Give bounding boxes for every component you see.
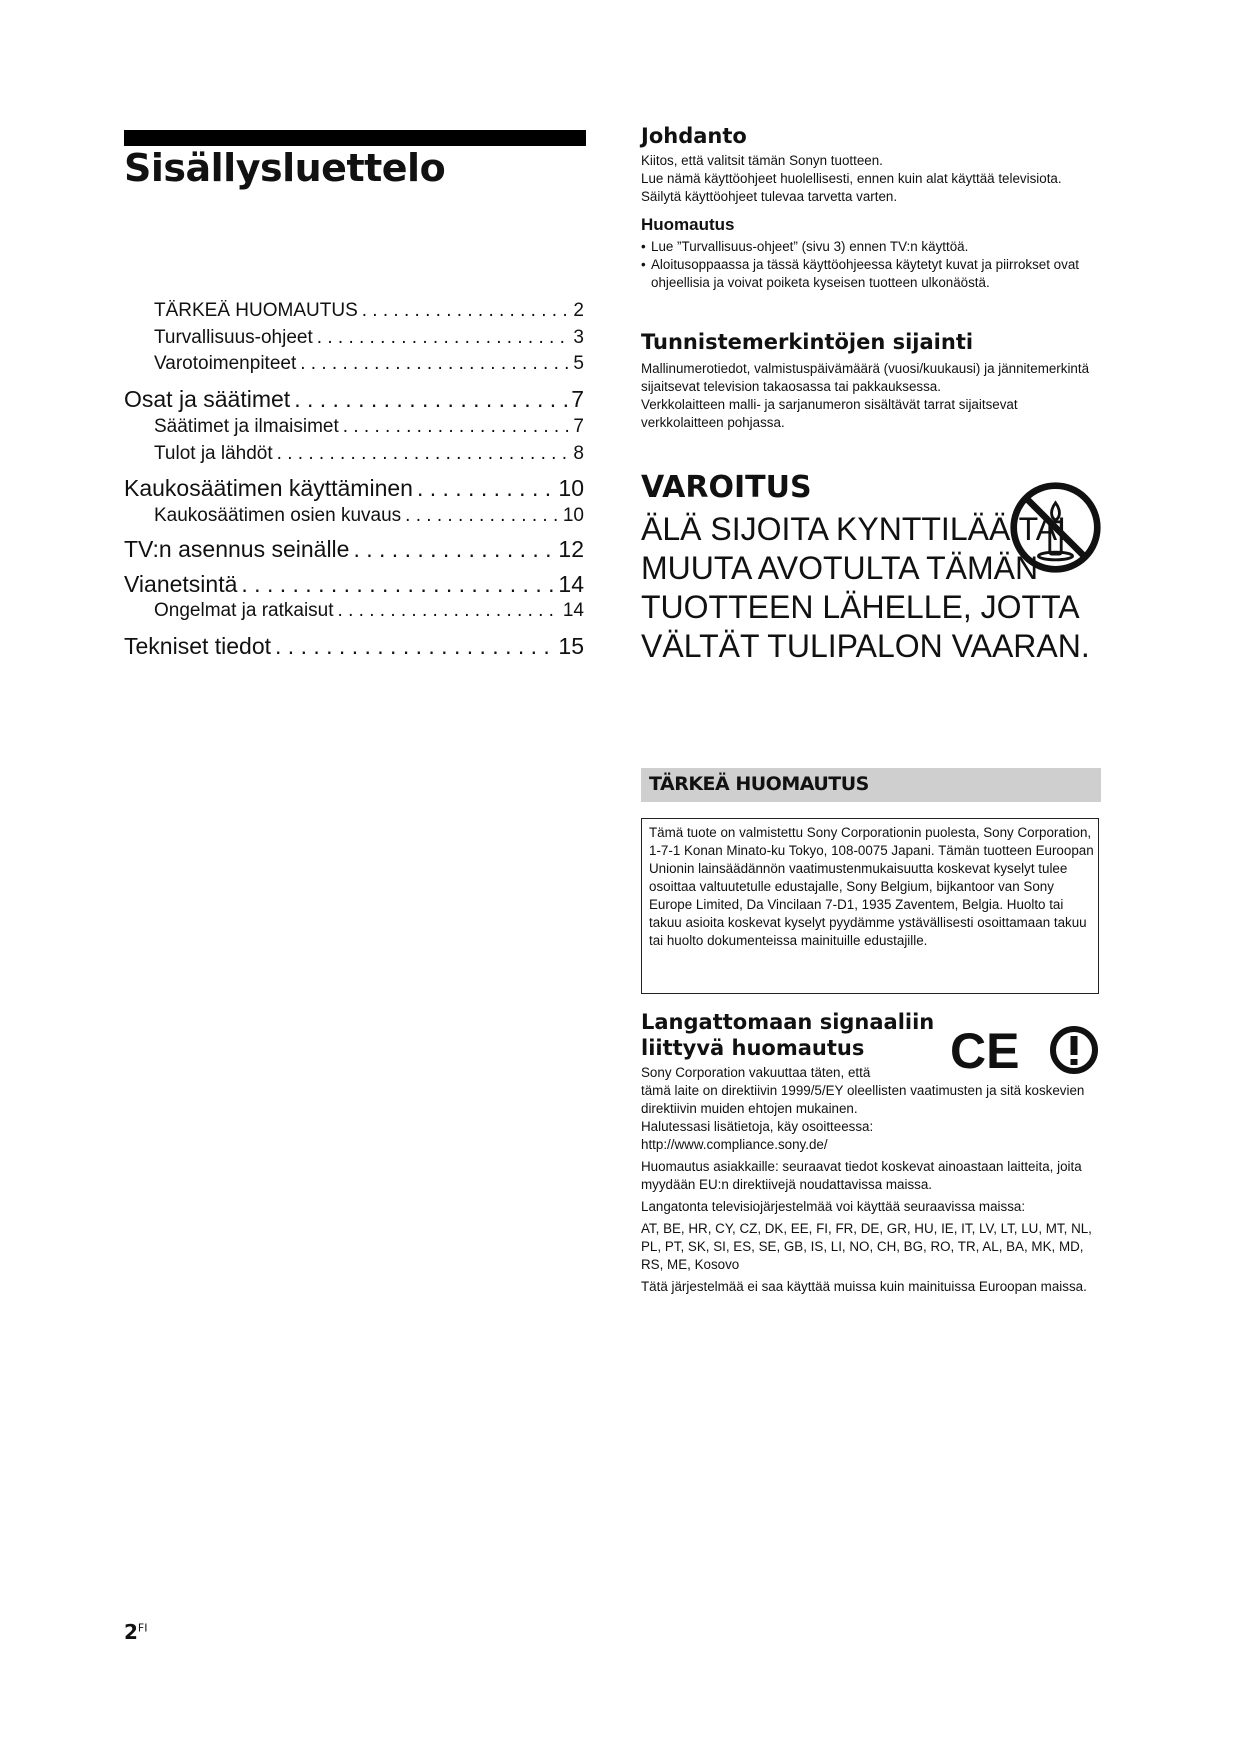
ce-mark-text: CE — [950, 1023, 1020, 1078]
intro-line1: Kiitos, että valitsit tämän Sonyn tuotteen. — [641, 153, 883, 168]
toc-label: Osat ja säätimet — [124, 386, 291, 412]
notice-heading: TÄRKEÄ HUOMAUTUS — [649, 773, 869, 795]
ce-mark-icon — [950, 1022, 1102, 1078]
notice-text: Tämä tuote on valmistettu Sony Corporationin puolesta, Sony Corporation, 1-7-1 Konan Minato-ku Tokyo, 108-0075 Japani. Tämän tuotteen Euroopan Unionin lainsäädännön vaatimustenmukaisuutta koskevat kyselyt tulee osoittaa valtuutetulle edustajalle, Sony Belgium, bijkantoor van Sony Europe Limited, Da Vincilaan 7-D1, 1935 Zaventem, Belgia. Huolto tai takuu asioita koskevat kyselyt pyydämme ystävällisesti osoittamaan takuu tai huolto dokumenteissa mainituille edustajille. — [649, 825, 1094, 948]
toc-page: 2 — [573, 300, 584, 321]
intro-heading: Johdanto — [641, 124, 747, 148]
page-number — [124, 1620, 148, 1644]
toc-label: Kaukosäätimen osien kuvaus — [154, 505, 402, 526]
toc-entry[interactable] — [124, 505, 584, 527]
toc-entry[interactable] — [124, 386, 584, 413]
no-open-flame-icon — [1008, 480, 1103, 575]
toc-page: 12 — [558, 536, 584, 562]
title-rule — [124, 130, 586, 146]
toc-page: 14 — [558, 571, 584, 597]
warning-text: ÄLÄ SIJOITA KYNTTILÄÄ TAI MUUTA AVOTULTA TÄMÄN TUOTTEEN LÄHELLE, JOTTA VÄLTÄT TULIPALON VAARAN. — [641, 511, 1090, 664]
toc-page: 5 — [573, 353, 584, 374]
toc-label: Ongelmat ja ratkaisut — [154, 600, 334, 621]
toc-page: 10 — [558, 475, 584, 501]
toc-label: Tekniset tiedot — [124, 633, 272, 659]
wireless-heading-line2: liittyvä huomautus — [641, 1036, 865, 1060]
toc-label: TV:n asennus seinälle — [124, 536, 350, 562]
toc-entry[interactable] — [124, 300, 584, 322]
page-title: Sisällysluettelo — [124, 146, 446, 190]
wireless-heading-line1: Langattomaan signaaliin — [641, 1010, 935, 1034]
wireless-para2: Huomautus asiakkaille: seuraavat tiedot koskevat ainoastaan laitteita, joita myydään EU:n direktiivejä noudattavissa maissa. — [641, 1159, 1082, 1192]
toc-page: 10 — [562, 505, 584, 526]
toc-page: 8 — [573, 443, 584, 464]
country-list: AT, BE, HR, CY, CZ, DK, EE, FI, FR, DE, GR, HU, IE, IT, LV, LT, LU, MT, NL, PL, PT, SK, SI, ES, SE, GB, IS, LI, NO, CH, BG, RO, TR, AL, BA, MK, MD, RS, ME, Kosovo — [641, 1221, 1092, 1272]
page-number-value: 2 — [124, 1620, 138, 1644]
wireless-para1-rest: tämä laite on direktiivin 1999/5/EY oleellisten vaatimusten ja sitä koskevien direktiivin muiden ehtojen mukainen. — [641, 1083, 1085, 1116]
wireless-para1-more: Halutessasi lisätietoja, käy osoitteessa: — [641, 1119, 874, 1134]
toc-entry[interactable] — [124, 416, 584, 438]
labels-heading: Tunnistemerkintöjen sijainti — [641, 330, 974, 354]
toc-page: 14 — [562, 600, 584, 621]
toc-entry[interactable] — [124, 353, 584, 375]
note-heading: Huomautus — [641, 215, 735, 234]
toc-label: Varotoimenpiteet — [154, 353, 297, 374]
toc-label: Tulot ja lähdöt — [154, 443, 273, 464]
toc-entry[interactable] — [124, 327, 584, 349]
labels-para2: Verkkolaitteen malli- ja sarjanumeron sisältävät tarrat sijaitsevat verkkolaitteen pohjassa. — [641, 397, 1018, 430]
toc-entry[interactable] — [124, 443, 584, 465]
toc-page: 15 — [558, 633, 584, 659]
toc-label: Vianetsintä — [124, 571, 238, 597]
note-bullet: • Lue ”Turvallisuus-ohjeet” (sivu 3) ennen TV:n käyttöä. — [641, 238, 1101, 256]
toc-entry[interactable] — [124, 475, 584, 502]
wireless-para4: Tätä järjestelmää ei saa käyttää muissa kuin mainituissa Euroopan maissa. — [641, 1279, 1087, 1294]
toc-entry[interactable] — [124, 600, 584, 622]
toc-label: Säätimet ja ilmaisimet — [154, 416, 339, 437]
toc-page: 7 — [573, 416, 584, 437]
toc-label: Turvallisuus-ohjeet — [154, 327, 313, 348]
toc-label: Kaukosäätimen käyttäminen — [124, 475, 413, 501]
toc-page: 7 — [571, 386, 584, 412]
labels-section — [641, 330, 1101, 432]
page-language: FI — [137, 1621, 148, 1635]
intro-line2: Lue nämä käyttöohjeet huolellisesti, ennen kuin alat käyttää televisiota. Säilytä käyttöohjeet tulevaa tarvetta varten. — [641, 171, 1062, 204]
warning-title: VAROITUS — [641, 470, 812, 505]
toc-page: 3 — [573, 327, 584, 348]
intro-section — [641, 124, 1101, 292]
wireless-para1: Sony Corporation vakuuttaa täten, että — [641, 1065, 871, 1080]
toc-entry[interactable] — [124, 536, 584, 563]
toc-entry[interactable] — [124, 571, 584, 598]
compliance-url[interactable]: http://www.compliance.sony.de/ — [641, 1137, 828, 1152]
toc-entry[interactable] — [124, 633, 584, 660]
note-bullet: • Aloitusoppaassa ja tässä käyttöohjeessa käytetyt kuvat ja piirrokset ovat ohjeellisia ja voivat poiketa kyseisen tuotteen ulkonäöstä. — [641, 256, 1101, 292]
labels-para1: Mallinumerotiedot, valmistuspäivämäärä (vuosi/kuukausi) ja jännitemerkintä sijaitsevat television takaosassa tai pakkauksessa. — [641, 361, 1090, 394]
toc-label: TÄRKEÄ HUOMAUTUS — [154, 300, 358, 321]
wireless-para3: Langatonta televisiojärjestelmää voi käyttää seuraavissa maissa: — [641, 1199, 1026, 1214]
